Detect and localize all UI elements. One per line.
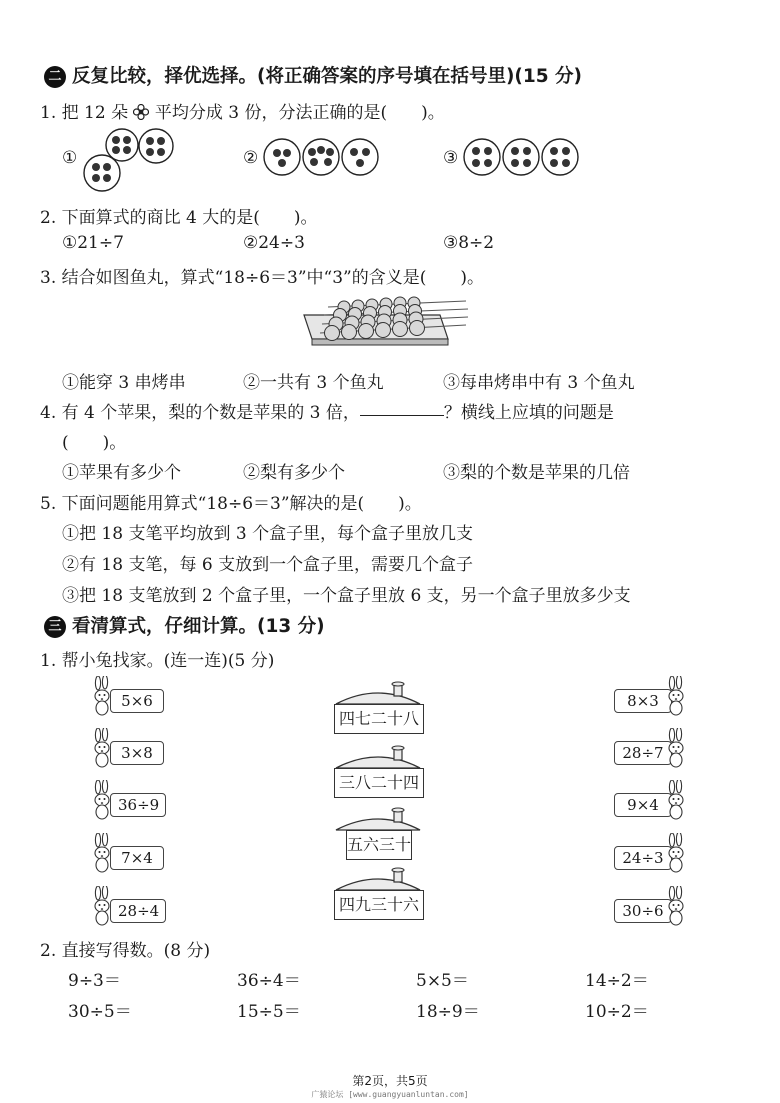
q5-option-1: ①把 18 支笔平均放到 3 个盒子里，每个盒子里放几支 (62, 524, 474, 544)
left-card-5[interactable]: 28÷4 (110, 899, 166, 923)
q4-option-1: ①苹果有多少个 (62, 463, 181, 483)
right-card-1[interactable]: 8×3 (614, 689, 672, 713)
rabbit-icon (664, 833, 688, 873)
calc-item: 18÷9＝ (416, 1002, 480, 1022)
flower-groups-option-3 (462, 137, 580, 177)
rabbit-icon (664, 676, 688, 716)
right-card-5[interactable]: 30÷6 (614, 899, 672, 923)
left-card-2[interactable]: 3×8 (110, 741, 164, 765)
calc-item: 5×5＝ (416, 971, 469, 991)
section-badge: 三 (44, 616, 66, 638)
house-3[interactable]: 五六三十 (346, 830, 412, 860)
flower-icon (133, 104, 149, 120)
left-card-4[interactable]: 7×4 (110, 846, 164, 870)
q1-option-1-label: ① (62, 148, 78, 168)
q1-option-3-label: ③ (443, 148, 459, 168)
house-2[interactable]: 三八二十四 (334, 768, 424, 798)
question-2: 2. 下面算式的商比 4 大的是( )。 (40, 208, 318, 228)
calc-item: 9÷3＝ (68, 971, 121, 991)
answer-blank-line (360, 414, 444, 416)
right-card-2[interactable]: 28÷7 (614, 741, 672, 765)
question-5: 5. 下面问题能用算式“18÷6＝3”解决的是( )。 (40, 494, 422, 514)
rabbit-icon (664, 728, 688, 768)
house-roof-icon (332, 804, 424, 832)
flower-groups-option-1 (80, 127, 180, 193)
rabbit-icon (664, 780, 688, 820)
q2-option-3: ③8÷2 (443, 233, 495, 253)
q4-option-2: ②梨有多少个 (243, 463, 345, 483)
question-3-1: 1. 帮小兔找家。(连一连)(5 分) (40, 651, 275, 671)
house-roof-icon (332, 864, 424, 892)
fishball-skewers-image (300, 293, 472, 353)
calc-item: 10÷2＝ (585, 1002, 649, 1022)
house-roof-icon (332, 678, 424, 706)
left-card-3[interactable]: 36÷9 (110, 793, 166, 817)
watermark: 广猿论坛 [www.guangyuanluntan.com] (311, 1090, 469, 1099)
section-badge: 二 (44, 66, 66, 88)
calc-item: 30÷5＝ (68, 1002, 132, 1022)
question-3: 3. 结合如图鱼丸，算式“18÷6＝3”中“3”的含义是( )。 (40, 268, 484, 288)
q3-option-3: ③每串烤串中有 3 个鱼丸 (443, 373, 635, 393)
left-card-1[interactable]: 5×6 (110, 689, 164, 713)
page-number: 第2页，共5页 (352, 1074, 428, 1088)
house-1[interactable]: 四七二十八 (334, 704, 424, 734)
q1-option-2-label: ② (243, 148, 259, 168)
question-4: 4. 有 4 个苹果，梨的个数是苹果的 3 倍， ？横线上应填的问题是 (40, 403, 614, 423)
q2-option-2: ②24÷3 (243, 233, 305, 253)
rabbit-icon (664, 886, 688, 926)
right-card-4[interactable]: 24÷3 (614, 846, 672, 870)
house-roof-icon (332, 742, 424, 770)
q3-option-1: ①能穿 3 串烤串 (62, 373, 186, 393)
q2-option-1: ①21÷7 (62, 233, 124, 253)
section-3-title: 三 看清算式，仔细计算。(13 分) (44, 612, 325, 638)
calc-item: 14÷2＝ (585, 971, 649, 991)
question-4-paren: ( )。 (62, 433, 127, 453)
section-2-title: 二 反复比较，择优选择。(将正确答案的序号填在括号里)(15 分) (44, 62, 582, 88)
q3-option-2: ②一共有 3 个鱼丸 (243, 373, 384, 393)
calc-item: 36÷4＝ (237, 971, 301, 991)
calc-item: 15÷5＝ (237, 1002, 301, 1022)
house-4[interactable]: 四九三十六 (334, 890, 424, 920)
q4-option-3: ③梨的个数是苹果的几倍 (443, 463, 630, 483)
right-card-3[interactable]: 9×4 (614, 793, 672, 817)
question-3-2: 2. 直接写得数。(8 分) (40, 941, 211, 961)
flower-groups-option-2 (262, 137, 380, 177)
question-1: 1. 把 12 朵 平均分成 3 份，分法正确的是( )。 (40, 103, 445, 123)
q5-option-2: ②有 18 支笔，每 6 支放到一个盒子里，需要几个盒子 (62, 555, 474, 575)
q5-option-3: ③把 18 支笔放到 2 个盒子里，一个盒子里放 6 支，另一个盒子里放多少支 (62, 586, 631, 606)
